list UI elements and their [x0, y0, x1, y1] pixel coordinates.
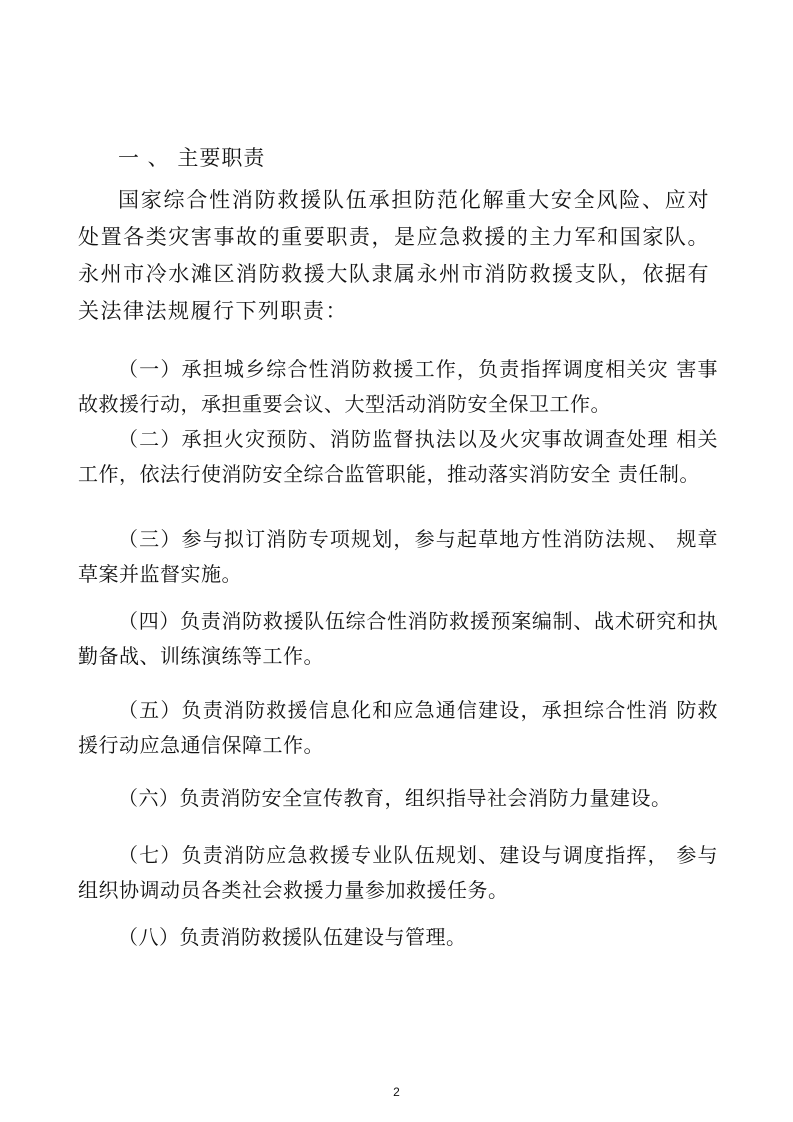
duty-item-7: （七）负责消防应急救援专业队伍规划、建设与调度指挥， 参与组织协调动员各类社会救援力量参加救援任务。 [78, 843, 718, 902]
intro-paragraph: 国家综合性消防救援队伍承担防范化解重大安全风险、应对处置各类灾害事故的重要职责，是应急救援的主力军和国家队。永州市冷水滩区消防救援大队隶属永州市消防救援支队，依据有关法律法规履行下列职责： [78, 188, 710, 323]
duty-item-2: （二）承担火灾预防、消防监督执法以及火灾事故调查处理 相关工作，依法行使消防安全综合监管职能，推动落实消防安全 责任制。 [78, 427, 718, 486]
duty-item-4: （四）负责消防救援队伍综合性消防救援预案编制、战术研究和执勤备战、训练演练等工作。 [78, 609, 718, 668]
section-heading: 一 、 主要职责 [118, 146, 266, 170]
duty-item-8: （八）负责消防救援队伍建设与管理。 [118, 925, 467, 949]
duty-item-1: （一）承担城乡综合性消防救援工作，负责指挥调度相关灾 害事故救援行动，承担重要会议、大型活动消防安全保卫工作。 [78, 357, 718, 416]
duty-item-5: （五）负责消防救援信息化和应急通信建设，承担综合性消 防救援行动应急通信保障工作。 [78, 698, 718, 757]
duty-item-3: （三）参与拟订消防专项规划，参与起草地方性消防法规、 规章草案并监督实施。 [78, 527, 718, 586]
page-number: 2 [393, 1085, 400, 1099]
duty-item-6: （六）负责消防安全宣传教育，组织指导社会消防力量建设。 [118, 786, 672, 810]
